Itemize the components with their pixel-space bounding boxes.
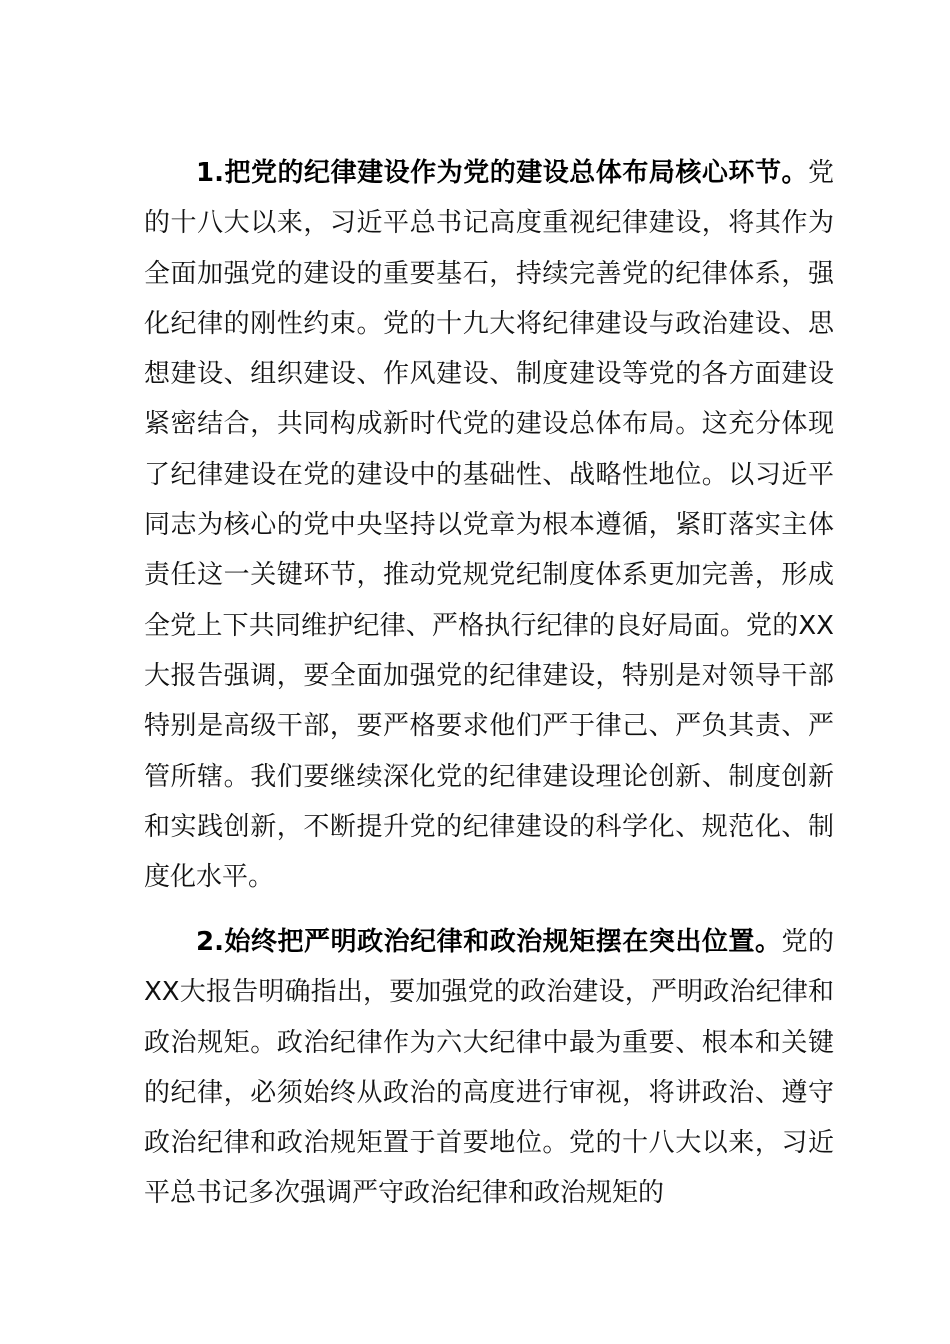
section-2-body: 党的XX大报告明确指出，要加强党的政治建设，严明政治纪律和政治规矩。政治纪律作为六大纪律中最为重要、根本和关键的纪律，必须始终从政治的高度进行审视，将讲政治、遵守政治纪律和政治规矩置于首要地位。党的十八大以来，习近平总书记多次强调严守政治纪律和政治规矩的 <box>144 927 834 1209</box>
section-1-heading: 1.把党的纪律建设作为党的建设总体布局核心环节。 <box>196 158 808 188</box>
section-1-body: 党的十八大以来，习近平总书记高度重视纪律建设，将其作为全面加强党的建设的重要基石，持续完善党的纪律体系，强化纪律的刚性约束。党的十九大将纪律建设与政治建设、思想建设、组织建设、作风建设、制度建设等党的各方面建设紧密结合，共同构成新时代党的建设总体布局。这充分体现了纪律建设在党的建设中的基础性、战略性地位。以习近平同志为核心的党中央坚持以党章为根本遵循，紧盯落实主体责任这一关键环节，推动党规党纪制度体系更加完善，形成全党上下共同维护纪律、严格执行纪律的良好局面。党的XX大报告强调，要全面加强党的纪律建设，特别是对领导干部特别是高级干部，要严格要求他们严于律己、严负其责、严管所辖。我们要继续深化党的纪律建设理论创新、制度创新和实践创新，不断提升党的纪律建设的科学化、规范化、制度化水平。 <box>144 158 834 893</box>
paragraph-1 <box>144 148 834 902</box>
section-2-heading: 2.始终把严明政治纪律和政治规矩摆在突出位置。 <box>196 927 782 957</box>
paragraph-2 <box>144 917 834 1219</box>
